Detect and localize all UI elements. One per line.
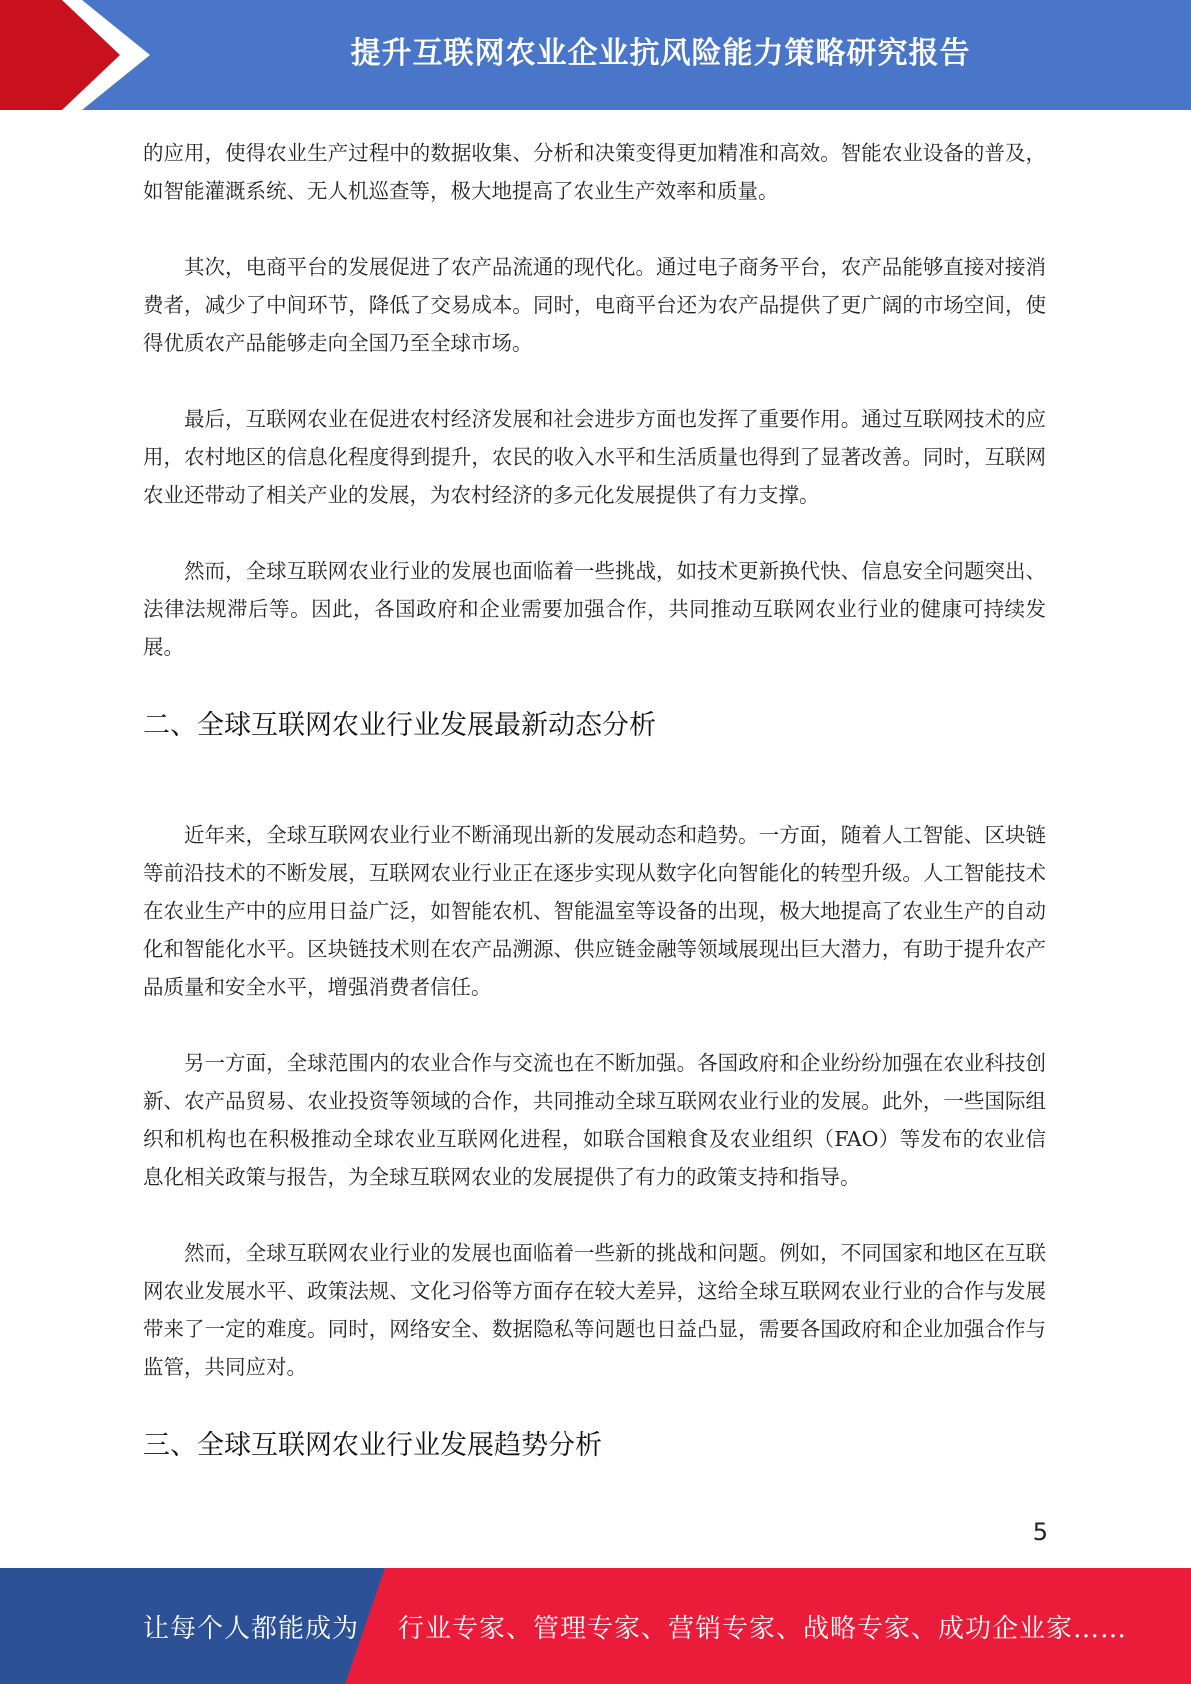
page-number: 5 bbox=[1032, 1518, 1048, 1546]
report-title: 提升互联网农业企业抗风险能力策略研究报告 bbox=[350, 36, 971, 71]
document-body bbox=[143, 134, 1046, 1466]
section-heading: 二、全球互联网农业行业发展最新动态分析 bbox=[143, 710, 656, 741]
footer-slogan-right: 行业专家、管理专家、营销专家、战略专家、成功企业家…… bbox=[398, 1613, 1128, 1644]
page-header bbox=[0, 0, 1191, 110]
paragraph: 最后，互联网农业在促进农村经济发展和社会进步方面也发挥了重要作用。通过互联网技术的应用，农村地区的信息化程度得到提升，农民的收入水平和生活质量也得到了显著改善。同时，互联网农业还带动了相关产业的发展，为农村经济的多元化发展提供了有力支撑。 bbox=[143, 407, 1046, 507]
footer-slogan-left: 让每个人都能成为 bbox=[143, 1613, 360, 1644]
paragraph: 其次，电商平台的发展促进了农产品流通的现代化。通过电子商务平台，农产品能够直接对接消费者，减少了中间环节，降低了交易成本。同时，电商平台还为农产品提供了更广阔的市场空间，使得优质农产品能够走向全国乃至全球市场。 bbox=[143, 255, 1046, 355]
page-footer bbox=[0, 1568, 1191, 1684]
paragraph: 然而，全球互联网农业行业的发展也面临着一些新的挑战和问题。例如，不同国家和地区在互联网农业发展水平、政策法规、文化习俗等方面存在较大差异，这给全球互联网农业行业的合作与发展带来了一定的难度。同时，网络安全、数据隐私等问题也日益凸显，需要各国政府和企业加强合作与监管，共同应对。 bbox=[143, 1241, 1046, 1379]
header-chevron-decoration bbox=[0, 0, 160, 110]
paragraph: 近年来，全球互联网农业行业不断涌现出新的发展动态和趋势。一方面，随着人工智能、区块链等前沿技术的不断发展，互联网农业行业正在逐步实现从数字化向智能化的转型升级。人工智能技术在农业生产中的应用日益广泛，如智能农机、智能温室等设备的出现，极大地提高了农业生产的自动化和智能化水平。区块链技术则在农产品溯源、供应链金融等领域展现出巨大潜力，有助于提升农产品质量和安全水平，增强消费者信任。 bbox=[143, 823, 1046, 999]
paragraph: 的应用，使得农业生产过程中的数据收集、分析和决策变得更加精准和高效。智能农业设备的普及，如智能灌溉系统、无人机巡查等，极大地提高了农业生产效率和质量。 bbox=[143, 141, 1046, 203]
section-heading: 三、全球互联网农业行业发展趋势分析 bbox=[143, 1430, 602, 1461]
paragraph: 然而，全球互联网农业行业的发展也面临着一些挑战，如技术更新换代快、信息安全问题突出、法律法规滞后等。因此，各国政府和企业需要加强合作，共同推动互联网农业行业的健康可持续发展。 bbox=[143, 559, 1046, 659]
paragraph: 另一方面，全球范围内的农业合作与交流也在不断加强。各国政府和企业纷纷加强在农业科技创新、农产品贸易、农业投资等领域的合作，共同推动全球互联网农业行业的发展。此外，一些国际组织和机构也在积极推动全球农业互联网化进程，如联合国粮食及农业组织（FAO）等发布的农业信息化相关政策与报告，为全球互联网农业的发展提供了有力的政策支持和指导。 bbox=[143, 1051, 1046, 1189]
